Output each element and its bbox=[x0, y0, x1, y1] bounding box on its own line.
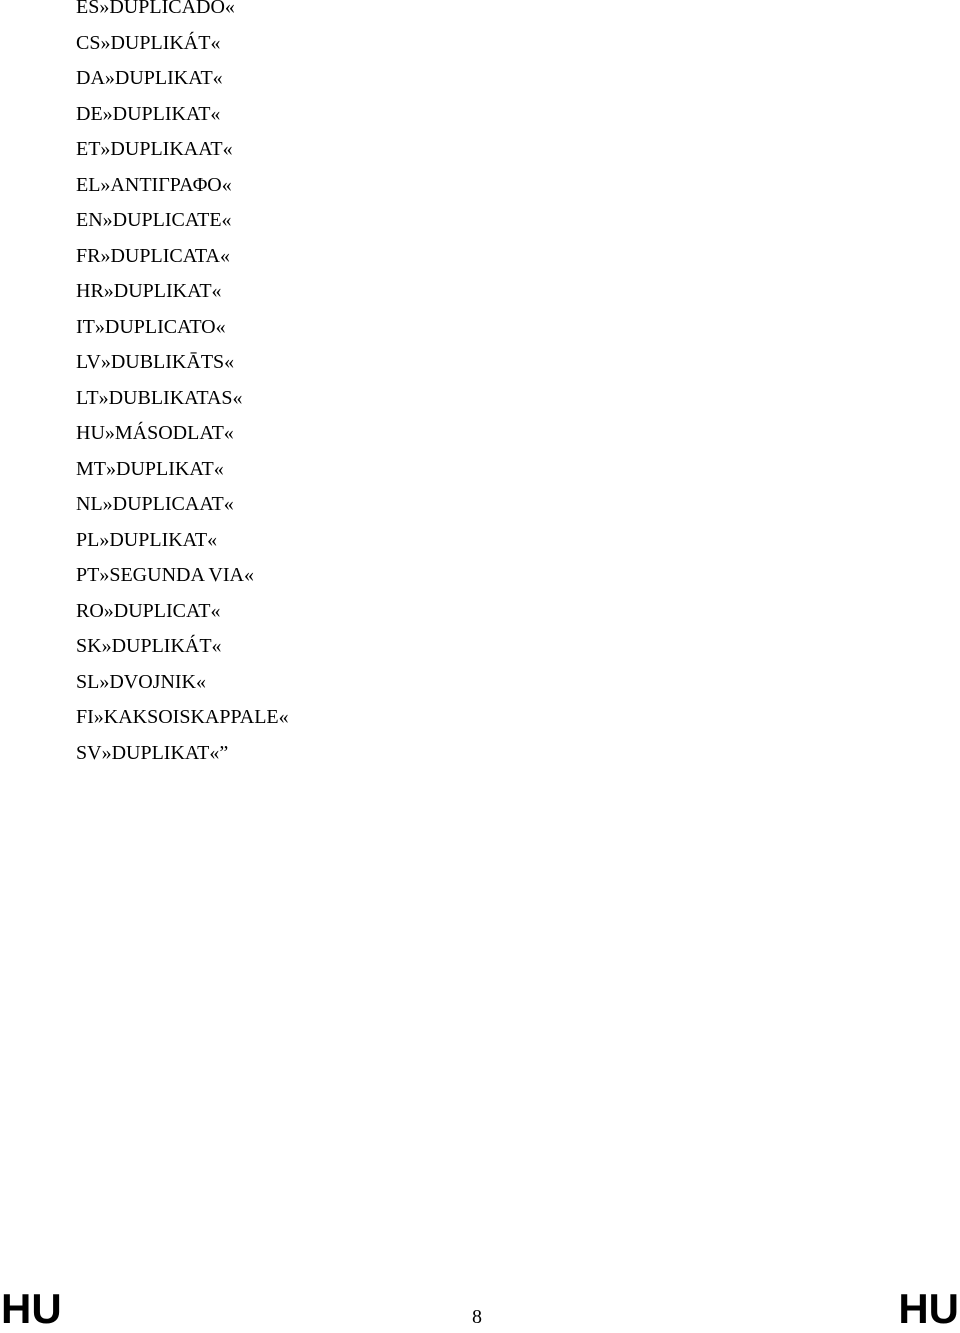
line-lt: LT»DUBLIKATAS« bbox=[76, 386, 243, 409]
footer-language-code-right: HU bbox=[898, 1285, 959, 1332]
line-da: DA»DUPLIKAT« bbox=[76, 67, 223, 89]
line-el: EL»ΑΝΤΙΓΡΑΦΟ« bbox=[76, 173, 232, 196]
line-pt: PT»SEGUNDA VIA« bbox=[76, 564, 254, 586]
line-mt: MT»DUPLIKAT« bbox=[76, 457, 224, 480]
line-lv: LV»DUBLIKĀTS« bbox=[76, 351, 235, 373]
footer-language-code-left: HU bbox=[1, 1285, 62, 1332]
line-sl: SL»DVOJNIK« bbox=[76, 670, 206, 693]
line-fi: FI»KAKSOISKAPPALE« bbox=[76, 706, 289, 728]
line-et: ET»DUPLIKAAT« bbox=[76, 138, 233, 160]
line-nl: NL»DUPLICAAT« bbox=[76, 493, 234, 515]
page-number: 8 bbox=[472, 1306, 482, 1328]
line-sk: SK»DUPLIKÁT« bbox=[76, 635, 222, 657]
line-de: DE»DUPLIKAT« bbox=[76, 102, 221, 125]
line-hu: HU»MÁSODLAT« bbox=[76, 422, 234, 444]
duplicate-label-list bbox=[76, 0, 289, 771]
line-it: IT»DUPLICATO« bbox=[76, 315, 226, 338]
line-fr: FR»DUPLICATA« bbox=[76, 244, 230, 267]
line-en: EN»DUPLICATE« bbox=[76, 209, 232, 231]
line-ro: RO»DUPLICAT« bbox=[76, 599, 221, 622]
line-sv: SV»DUPLIKAT«” bbox=[76, 741, 229, 764]
line-cs: CS»DUPLIKÁT« bbox=[76, 31, 221, 54]
line-hr: HR»DUPLIKAT« bbox=[76, 280, 222, 302]
line-es: ES»DUPLICADO« bbox=[76, 0, 235, 18]
line-pl: PL»DUPLIKAT« bbox=[76, 528, 218, 551]
